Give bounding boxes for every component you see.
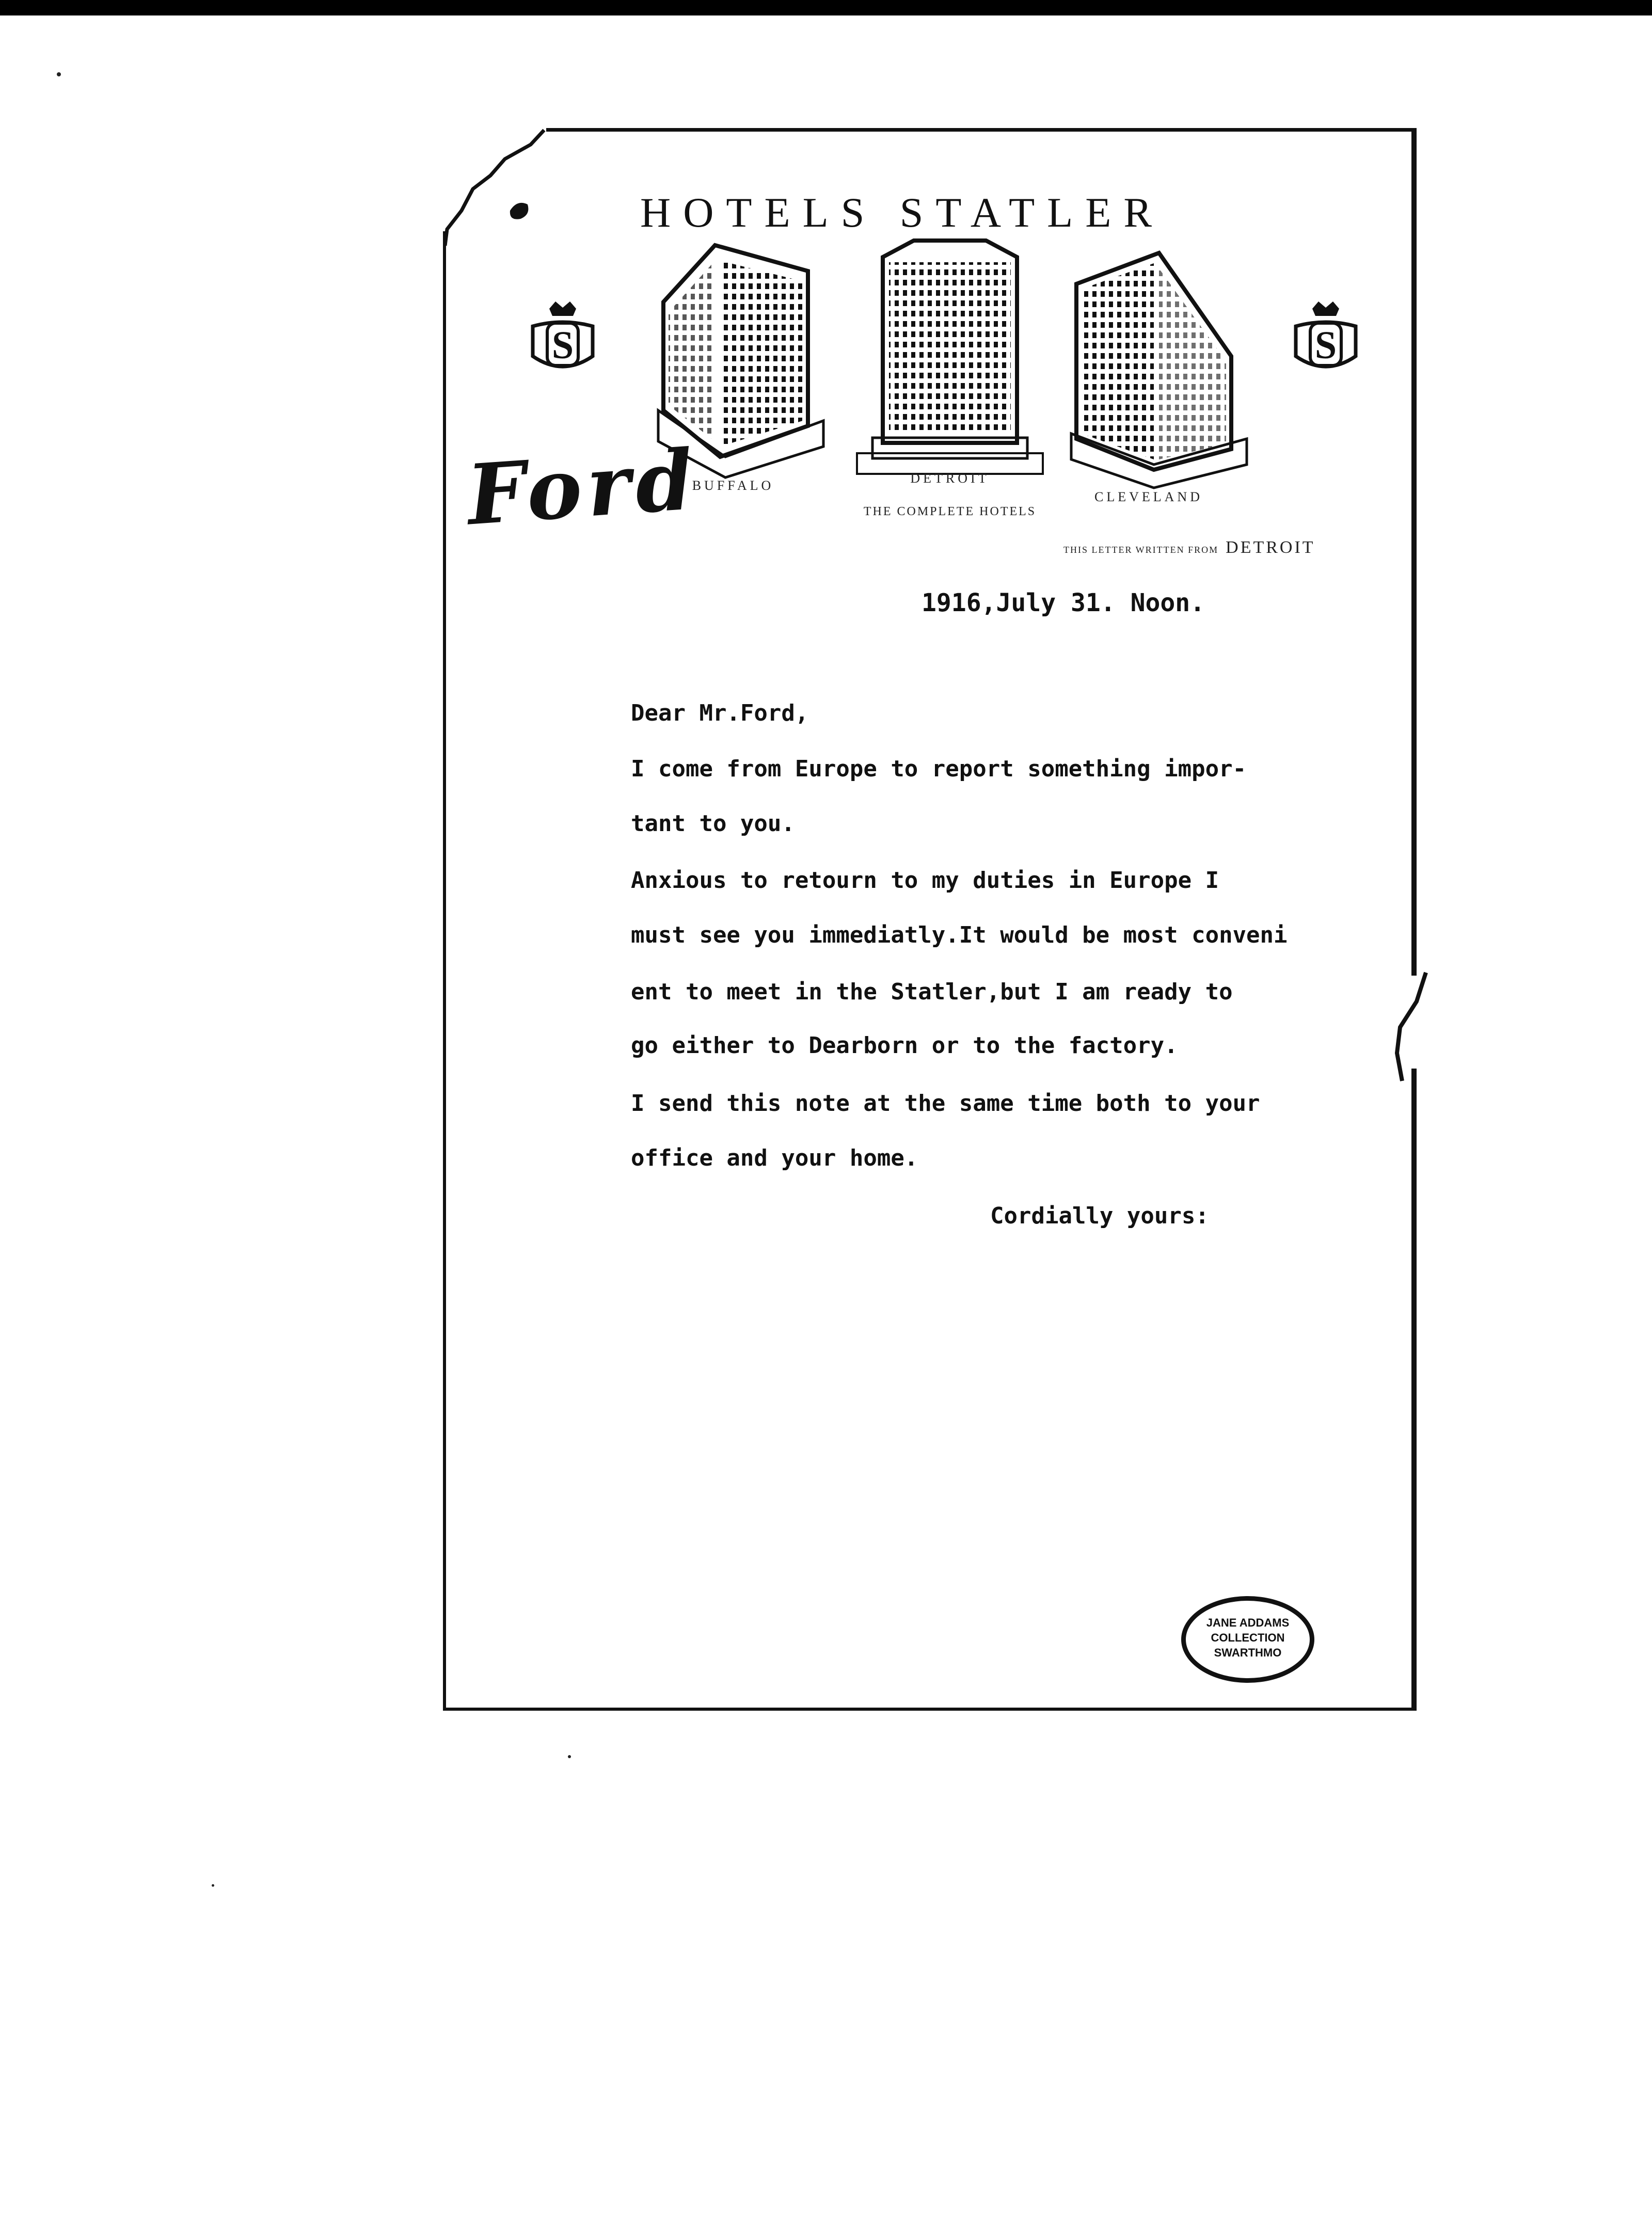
letter-body-line: office and your home.	[631, 1145, 918, 1171]
letter-body-line: I send this note at the same time both to your	[631, 1090, 1260, 1117]
city-label-buffalo: BUFFALO	[692, 478, 774, 493]
svg-text:S: S	[1314, 324, 1337, 367]
crest-left-icon	[521, 299, 604, 387]
city-label-cleveland: CLEVELAND	[1094, 489, 1203, 504]
letter-date: 1916,July 31. Noon.	[922, 588, 1205, 617]
letterhead-tagline: THE COMPLETE HOTELS	[863, 505, 1037, 518]
written-from-label: THIS LETTER WRITTEN FROM	[1063, 545, 1219, 555]
letter-body-line: Anxious to retourn to my duties in Europe I	[631, 867, 1219, 894]
archive-stamp	[1181, 1596, 1314, 1683]
letter-body-line: ent to meet in the Statler,but I am ready to	[631, 979, 1233, 1005]
written-from-line	[1063, 538, 1315, 558]
letter-body-line: go either to Dearborn or to the factory.	[631, 1032, 1178, 1059]
letter-salutation: Dear Mr.Ford,	[631, 700, 809, 726]
stamp-line: JANE ADDAMS	[1206, 1616, 1290, 1629]
written-from-city: DETROIT	[1226, 538, 1315, 557]
hotel-brand-title: HOTELS STATLER	[640, 189, 1165, 236]
letter-body-line: I come from Europe to report something impor-	[631, 756, 1247, 782]
hotel-detroit-illustration	[852, 236, 1048, 479]
stamp-line: SWARTHMO	[1214, 1646, 1282, 1659]
stamp-line: COLLECTION	[1211, 1631, 1285, 1644]
handwritten-annotation: Ford	[464, 431, 702, 544]
hotel-cleveland-illustration	[1066, 248, 1257, 490]
svg-text:S: S	[551, 324, 574, 367]
letter-body-line: tant to you.	[631, 810, 795, 837]
crest-right-icon	[1284, 299, 1367, 387]
letter-body-line: must see you immediatly.It would be most conveni	[631, 922, 1288, 948]
letter-closing: Cordially yours:	[990, 1203, 1209, 1229]
city-label-detroit: DETROIT	[910, 471, 990, 486]
